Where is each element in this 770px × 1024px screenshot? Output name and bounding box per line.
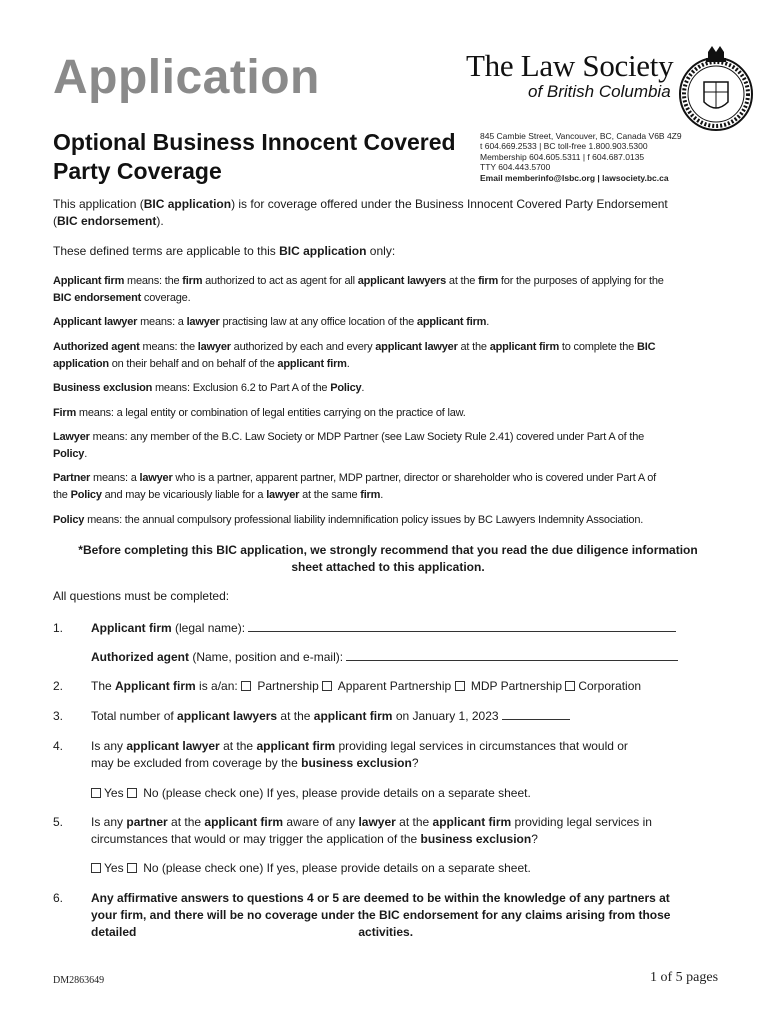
question-4-number: 4. xyxy=(53,739,64,753)
definition-firm: Firm means: a legal entity or combination of legal entities carrying on the practice of law. xyxy=(53,407,466,419)
subtitle-line-2: Party Coverage xyxy=(53,158,222,184)
question-1: Applicant firm (legal name): xyxy=(91,620,721,637)
mdp-partnership-checkbox[interactable] xyxy=(455,681,465,691)
page-count: 1 of 5 pages xyxy=(650,970,719,985)
corporation-checkbox[interactable] xyxy=(565,681,575,691)
question-3: Total number of applicant lawyers at the applicant firm on January 1, 2023 xyxy=(91,708,721,725)
definition-partner: Partner means: a lawyer who is a partner, apparent partner, MDP partner, director or shareholder who is covered under Part A of the Policy and may be vicariously liable for a lawyer at the same firm. xyxy=(53,472,656,501)
definition-applicant-lawyer: Applicant lawyer means: a lawyer practising law at any office location of the applicant firm. xyxy=(53,316,490,328)
question-5: Is any partner at the applicant firm aware of any lawyer at the applicant firm providing legal services in circumstances that would or may trigger the application of the business exclusion? xyxy=(91,815,652,846)
question-2: The Applicant firm is a/an: Partnership Apparent Partnership MDP Partnership Corporation xyxy=(91,679,642,693)
contact-block xyxy=(480,131,682,183)
all-questions-note: All questions must be completed: xyxy=(53,589,230,603)
question-4: Is any applicant lawyer at the applicant firm providing legal services in circumstances that would or may be excluded from coverage by the business exclusion? xyxy=(91,739,628,770)
definition-lawyer: Lawyer means: any member of the B.C. Law Society or MDP Partner (see Law Society Rule 2.41) covered under Part A of the Policy. xyxy=(53,431,645,460)
authorized-agent-field[interactable] xyxy=(346,649,678,661)
definition-business-exclusion: Business exclusion means: Exclusion 6.2 to Part A of the Policy. xyxy=(53,382,365,394)
due-diligence-notice: *Before completing this BIC application, we strongly recommend that you read the due diligence information sheet attached to this application. xyxy=(78,543,698,574)
document-id: DM2863649 xyxy=(53,975,105,986)
question-6-number: 6. xyxy=(53,891,64,905)
question-5-answer: Yes No (please check one) If yes, please provide details on a separate sheet. xyxy=(91,860,721,877)
definition-authorized-agent: Authorized agent means: the lawyer authorized by each and every applicant lawyer at the applicant firm to complete the BIC application on their behalf and on behalf of the applicant firm. xyxy=(53,341,656,370)
applicant-lawyers-count-field[interactable] xyxy=(502,708,570,720)
contact-address: 845 Cambie Street, Vancouver, BC, Canada V6B 4Z9 xyxy=(480,131,682,141)
q5-yes-checkbox[interactable] xyxy=(91,863,101,873)
contact-membership: Membership 604.605.5311 | f 604.687.0135 xyxy=(480,151,645,162)
definition-applicant-firm: Applicant firm means: the firm authorized to act as agent for all applicant lawyers at the firm for the purposes of applying for the BIC endorsement coverage. xyxy=(53,275,664,304)
logo-subtitle: of British Columbia xyxy=(528,82,671,101)
question-4-answer: Yes No (please check one) If yes, please provide details on a separate sheet. xyxy=(91,785,721,802)
question-1-number: 1. xyxy=(53,621,64,635)
contact-tty: TTY 604.443.5700 xyxy=(480,162,551,173)
question-6: Any affirmative answers to questions 4 or 5 are deemed to be within the knowledge of any partners at your firm, and there will be no coverage under the BIC endorsement for any claims arising from those detailed activities. xyxy=(91,891,671,939)
partnership-checkbox[interactable] xyxy=(241,681,251,691)
question-3-number: 3. xyxy=(53,709,64,723)
form-subtitle xyxy=(53,128,463,186)
definition-policy: Policy means: the annual compulsory professional liability indemnification policy issues by BC Lawyers Indemnity Association. xyxy=(53,514,644,526)
law-society-seal-icon xyxy=(676,44,756,134)
contact-phone: t 604.669.2533 | BC toll-free 1.800.903.5300 xyxy=(480,141,648,152)
question-2-number: 2. xyxy=(53,679,64,693)
contact-email: Email memberinfo@lsbc.org | lawsociety.bc.ca xyxy=(480,172,669,183)
apparent-partnership-checkbox[interactable] xyxy=(322,681,332,691)
page-title: Application xyxy=(53,51,320,104)
subtitle-line-1: Optional Business Innocent Covered xyxy=(53,129,456,155)
question-1-agent: Authorized agent (Name, position and e-mail): xyxy=(91,649,721,666)
intro-paragraph-2: These defined terms are applicable to this BIC application only: xyxy=(53,244,396,258)
q4-yes-checkbox[interactable] xyxy=(91,788,101,798)
law-society-logo xyxy=(466,44,756,134)
q5-no-checkbox[interactable] xyxy=(127,863,137,873)
question-5-number: 5. xyxy=(53,815,64,829)
q4-no-checkbox[interactable] xyxy=(127,788,137,798)
logo-name: The Law Society xyxy=(466,48,674,83)
applicant-firm-name-field[interactable] xyxy=(248,620,676,632)
intro-paragraph-1: This application (BIC application) is for coverage offered under the Business Innocent Covered Party Endorsement (BIC endorsement). xyxy=(53,197,668,228)
